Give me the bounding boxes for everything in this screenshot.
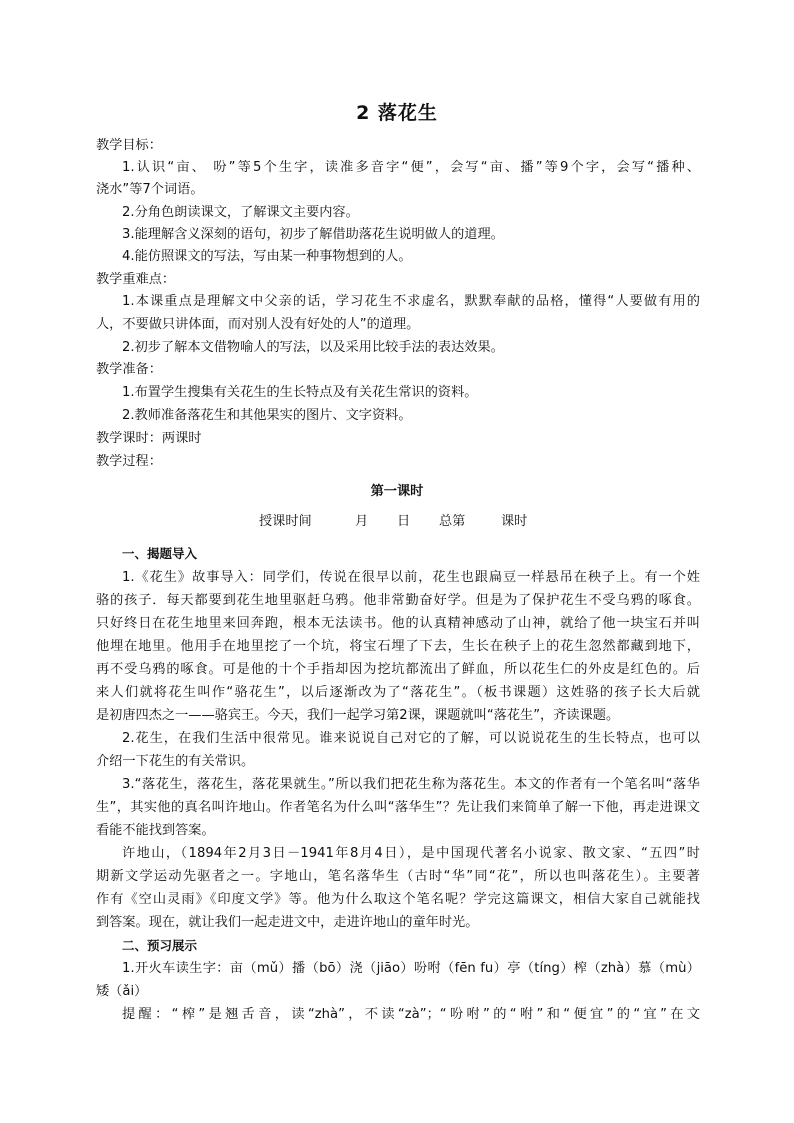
body-line: 1.《花生》故事导入：同学们，传说在很早以前，花生也跟扁豆一样悬吊在秧子上。有一个姓: [122, 570, 700, 585]
goal-line: 4.能仿照课文的写法，写由某一种事物想到的人。: [122, 249, 412, 264]
goal-line: 浇水”等7个词语。: [96, 182, 204, 197]
goal-line: 1.认识“亩、 吩”等5个生字，读准多音字“便”，会写“亩、播”等9个字，会写“播种、: [122, 160, 700, 175]
schedule-total: 总第: [439, 514, 466, 529]
keypoint-line: 1.本课重点是理解文中父亲的话，学习花生不求虚名，默默奉献的品格，懂得“人要做有用的: [122, 294, 700, 309]
body-line: 提醒：“榨”是翘舌音，读“zhà”，不读“zà”；“吩咐”的“咐”和“便宜”的“宜”在文: [122, 1007, 700, 1022]
hours-line: 教学课时：两课时: [96, 431, 202, 446]
goal-line: 3.能理解含义深刻的语句，初步了解借助落花生说明做人的道理。: [122, 227, 504, 242]
section2-heading: 二、预习展示: [122, 938, 198, 953]
body-line: 他埋在地里。他用手在地里挖了一个坑，将宝石埋了下去，生长在秧子上的花生忽然都藏到地下，: [96, 639, 700, 654]
body-line: 矮（ǎi）: [96, 984, 148, 999]
body-line: 生”，其实他的真名叫许地山。作者笔名为什么叫“落华生”？先让我们来简单了解一下他，再走进课文: [96, 800, 700, 815]
schedule-month: 月: [355, 514, 369, 529]
goals-heading: 教学目标：: [96, 138, 162, 153]
prep-line: 1.布置学生搜集有关花生的生长特点及有关花生常识的资料。: [122, 385, 478, 400]
body-line: 介绍一下花生的有关常识。: [96, 754, 255, 769]
body-line: 骆的孩子．每天都要到花生地里驱赶乌鸦。他非常勤奋好学。但是为了保护花生不受乌鸦的啄食。: [96, 593, 700, 608]
body-line: 是初唐四杰之一——骆宾王。今天，我们一起学习第2课，课题就叫“落花生”，齐读课题。: [96, 708, 620, 723]
body-line: 2.花生，在我们生活中很常见。谁来说说自己对它的了解，可以说说花生的生长特点，也可以: [122, 731, 700, 746]
keypoint-line: 人，不要做只讲体面，而对别人没有好处的人”的道理。: [96, 317, 420, 332]
keypoints-heading: 教学重难点：: [96, 272, 176, 287]
goal-line: 2.分角色朗读课文，了解课文主要内容。: [122, 205, 359, 220]
body-line: 作有《空山灵雨》《印度文学》等。他为什么取这个笔名呢？学完这篇课文，相信大家自己就能找: [96, 892, 700, 907]
lesson-title: 第一课时: [370, 484, 424, 499]
body-line: 3.“落花生，落花生，落花果就生。”所以我们把花生称为落花生。本文的作者有一个笔名叫“落华: [122, 777, 700, 792]
page-title: 2 落花生: [356, 102, 438, 124]
keypoint-line: 2.初步了解本文借物喻人的写法，以及采用比较手法的表达效果。: [122, 340, 504, 355]
prep-heading: 教学准备：: [96, 362, 162, 377]
schedule-line: [259, 512, 559, 532]
schedule-period: 课时: [501, 514, 528, 529]
process-heading: 教学过程：: [96, 454, 162, 469]
body-line: 期新文学运动先驱者之一。字地山，笔名落华生（古时“华”同“花”，所以也叫落花生）。主要著: [96, 869, 700, 884]
body-line: 许地山，（1894年2月3日－1941年8月4日），是中国现代著名小说家、散文家、“五四”时: [122, 846, 700, 861]
schedule-label: 授课时间: [259, 514, 312, 529]
body-line: 到答案。现在，就让我们一起走进文中，走进许地山的童年时光。: [96, 915, 479, 930]
prep-line: 2.教师准备落花生和其他果实的图片、文字资料。: [122, 408, 412, 423]
body-line: 只好终日在花生地里来回奔跑，根本无法读书。他的认真精神感动了山神，就给了他一块宝石并叫: [96, 616, 700, 631]
body-line: 来人们就将花生叫作“骆花生”，以后逐渐改为了“落花生”。（板书课题）这姓骆的孩子长大后就: [96, 685, 700, 700]
schedule-day: 日: [397, 514, 411, 529]
body-line: 再不受乌鸦的啄食。可是他的十个手指却因为挖坑都流出了鲜血，所以花生仁的外皮是红色的。后: [96, 662, 700, 677]
section1-heading: 一、揭题导入: [122, 546, 198, 561]
body-line: 看能不能找到答案。: [96, 823, 215, 838]
body-line: 1.开火车读生字：亩（mǔ）播（bō）浇（jiāo）吩咐（fēn fu）亭（tíng）榨（zhà）慕（mù）: [122, 961, 700, 976]
